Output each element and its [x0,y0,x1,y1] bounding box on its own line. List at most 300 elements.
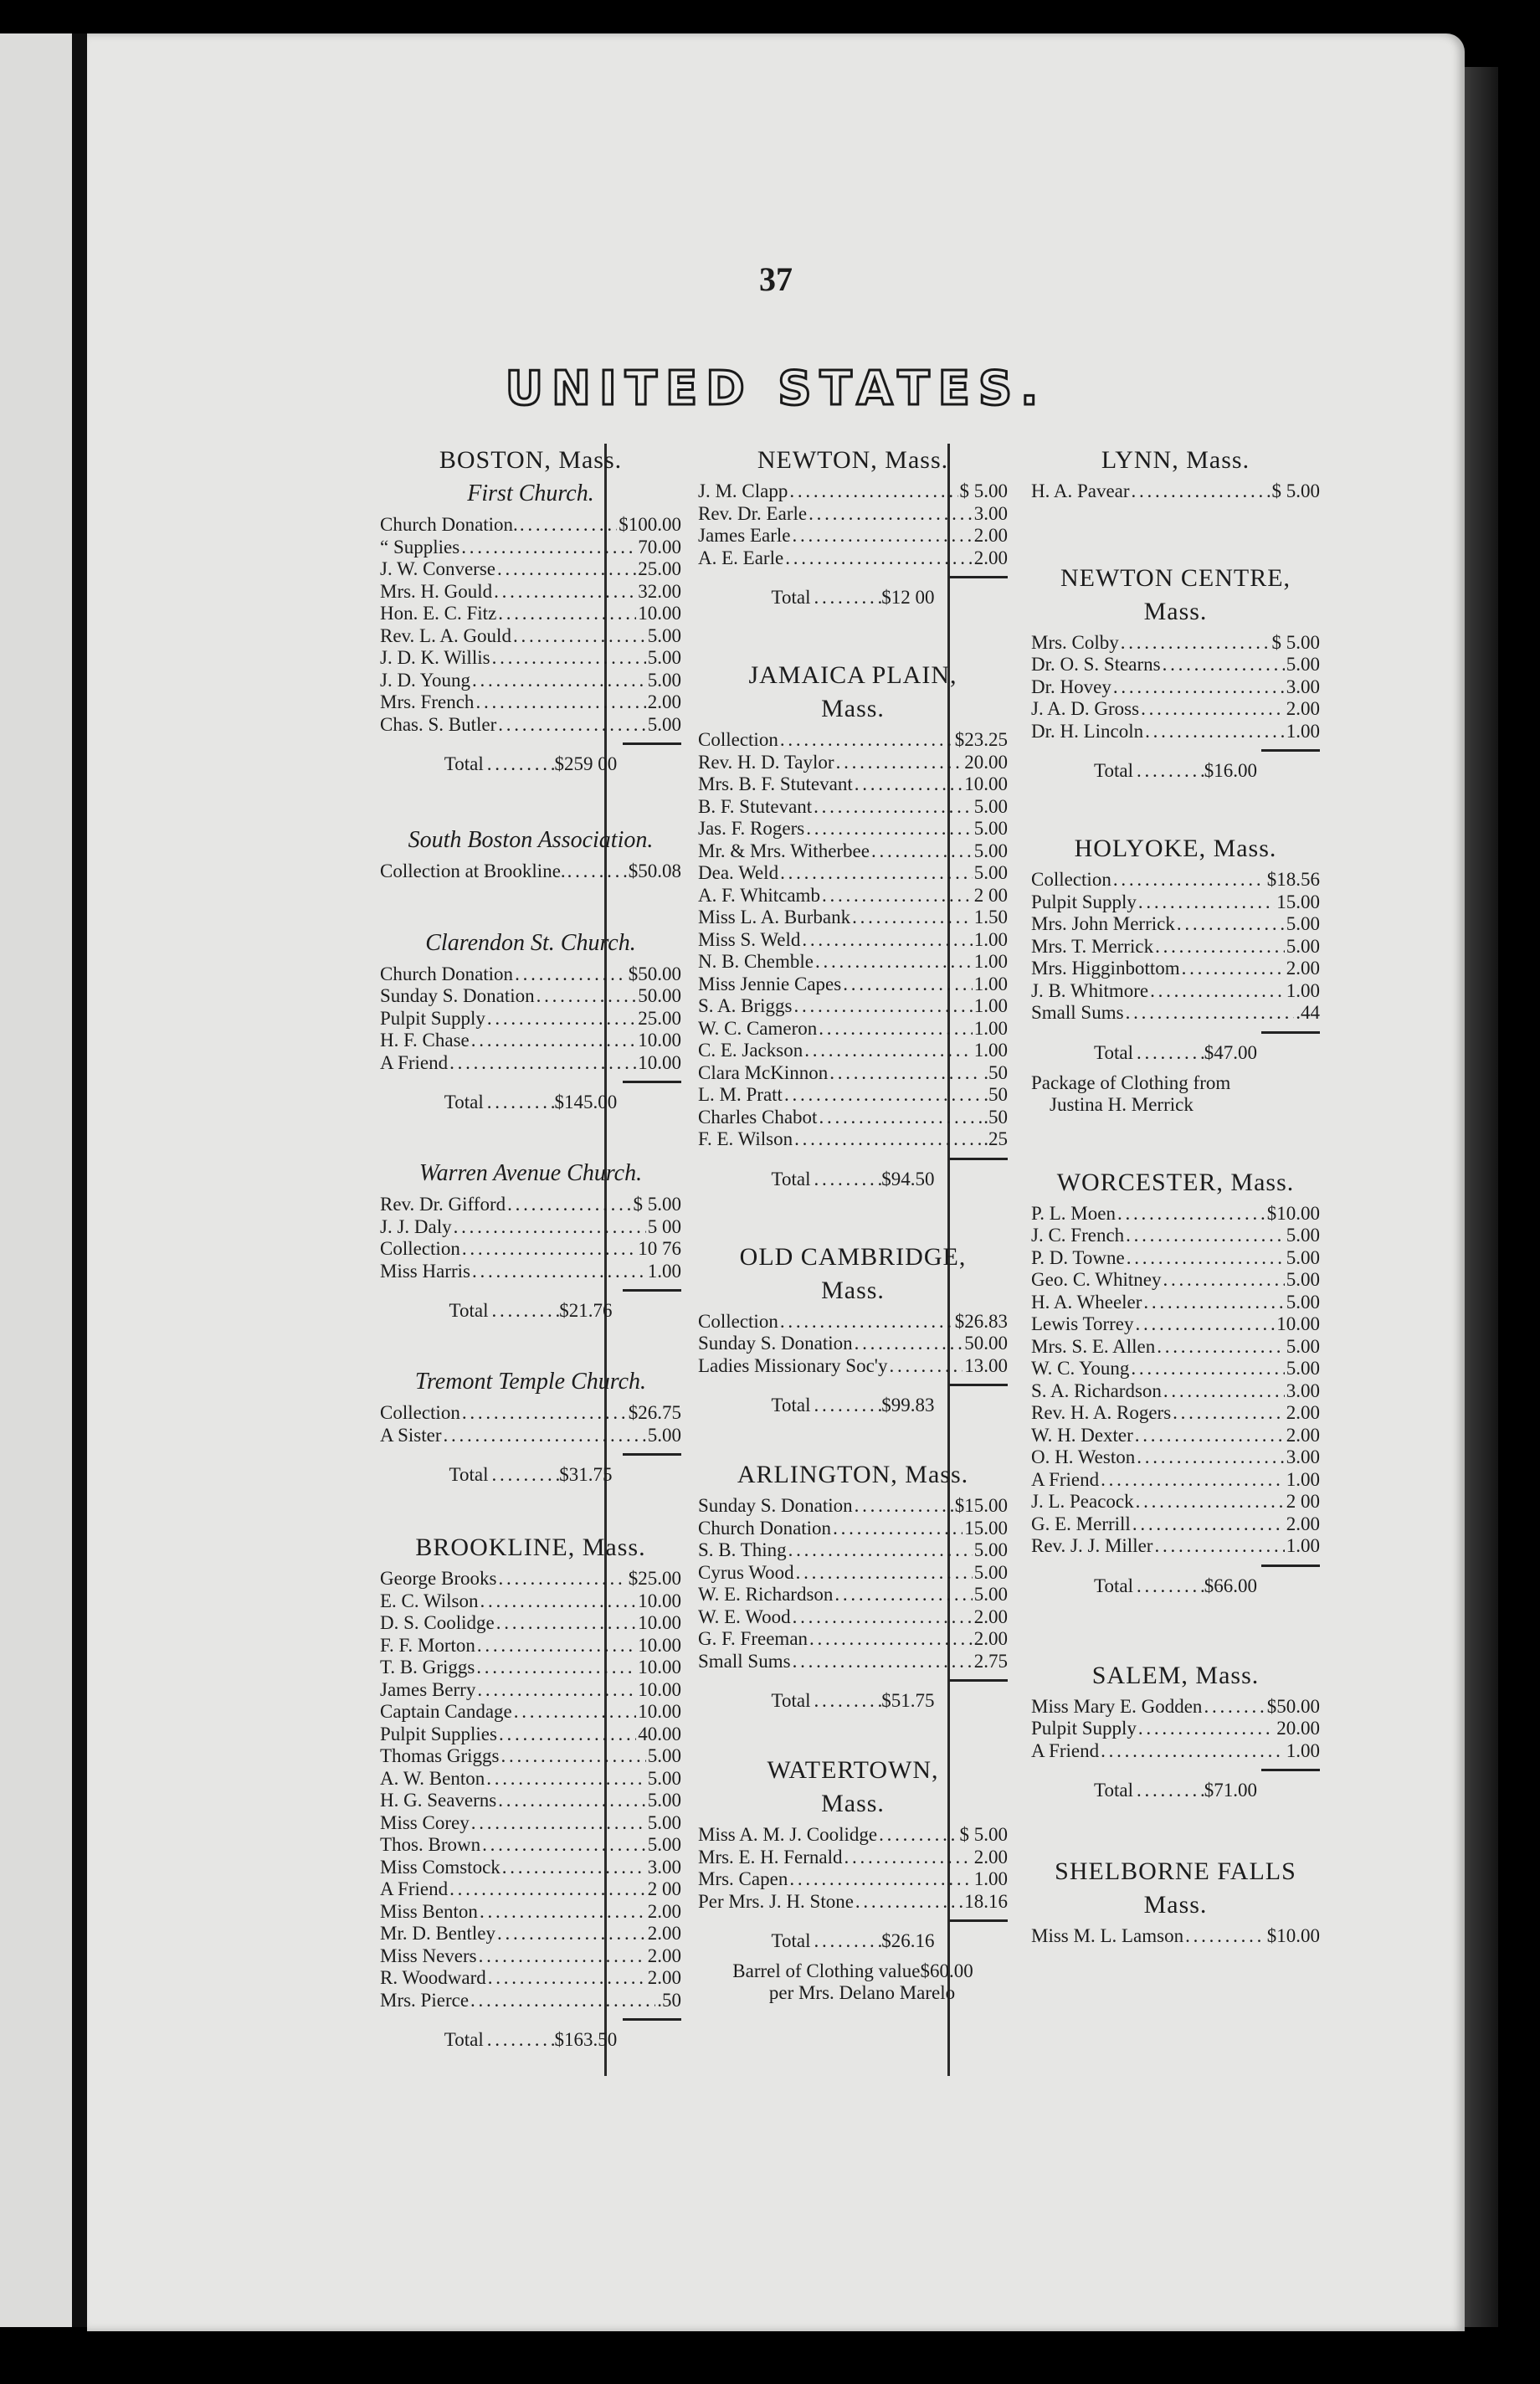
leader-dots [1154,1535,1284,1558]
donation-amount: 2 00 [1286,1491,1320,1512]
donor-row [1031,1469,1320,1492]
donor-row [1031,1225,1320,1247]
donation-amount: 1.00 [973,973,1008,994]
total-rule [1261,749,1320,752]
donor-name: N. B. Chemble [698,951,814,972]
donation-amount: .25 [983,1128,1008,1149]
leader-dots [814,1687,881,1715]
donation-amount: 5.00 [647,713,681,735]
leader-dots [1137,1039,1204,1067]
leader-dots [1117,1203,1265,1225]
donor-name: Rev. J. J. Miller [1031,1535,1153,1556]
donor-name: Mrs. B. F. Stutevant [698,773,853,794]
total-amount: $99.83 [881,1395,935,1416]
donor-list [1031,632,1320,743]
donor-row [1031,1718,1320,1740]
donor-name: Small Sums [698,1650,791,1672]
leader-dots [814,1391,881,1420]
total-label: Total [771,1168,811,1189]
donation-amount: 5.00 [973,795,1008,817]
donation-amount: 5.00 [647,624,681,646]
donor-name: Mrs. Colby [1031,631,1119,653]
donation-amount: 5.00 [1286,1291,1320,1313]
leader-dots [1137,1572,1204,1600]
donor-row [1031,480,1320,503]
leader-dots [1182,958,1285,980]
donor-name: Miss Jennie Capes [698,973,842,994]
group-subheading: South Boston Association. [408,827,654,853]
total-label: Total [771,1930,811,1951]
donation-amount: 2.00 [1286,1402,1320,1423]
book-spine [72,33,87,2327]
total-amount: $71.00 [1204,1780,1257,1801]
donation-amount: 25.00 [638,558,681,579]
donation-amount: 1.00 [1286,1739,1320,1761]
donor-name: Miss L. A. Burbank [698,907,851,927]
section-heading: SALEM, Mass. [1091,1661,1260,1689]
donation-amount: 1.00 [1286,1535,1320,1556]
leader-dots [1177,913,1285,936]
donation-amount: 1.00 [1286,1468,1320,1490]
donor-name: J. A. D. Gross [1031,698,1140,719]
donation-amount: 5.00 [647,1745,681,1766]
donor-name: Charles Chabot [698,1106,818,1128]
leader-dots [1137,1446,1285,1469]
donor-name: Cyrus Wood [698,1561,794,1583]
donation-amount: $ 5.00 [1271,480,1320,501]
donor-name: Collection at Brookline. [380,861,566,881]
donation-amount: $50.00 [1266,1695,1320,1717]
donation-amount: 50.00 [638,985,681,1006]
donor-name: Collection [698,1310,778,1332]
leader-dots [1137,1776,1204,1805]
donation-amount: 10.00 [638,1051,681,1073]
donation-amount: $26.75 [628,1402,681,1423]
donation-amount: $ 5.00 [959,480,1008,501]
section-heading: WORCESTER, Mass. [1056,1168,1295,1196]
donation-amount: 20.00 [1276,1718,1320,1739]
donation-amount: 2.00 [1286,698,1320,719]
donation-amount: 1.00 [1286,720,1320,742]
donor-name: Miss Harris [380,1260,470,1282]
leader-dots [1121,632,1270,655]
donor-row [1031,913,1320,936]
donor-name: A. W. Benton [380,1767,485,1789]
total-row [380,2026,681,2054]
donation-amount: .50 [983,1106,1008,1128]
donor-name: Mrs. H. Gould [380,580,493,602]
leader-dots [1101,1740,1285,1763]
leader-dots [1137,757,1204,785]
total-row [1031,1039,1320,1067]
donation-amount: 5.00 [1286,1246,1320,1268]
donor-name: Miss Nevers [380,1945,477,1966]
donation-amount: 10.00 [638,1657,681,1678]
donation-amount: 2.00 [647,1900,681,1922]
donation-amount: 2.00 [1286,1513,1320,1534]
donor-name: Mrs. E. H. Fernald [698,1846,843,1868]
donor-name: E. C. Wilson [380,1590,479,1611]
donor-name: Pulpit Supply [1031,891,1137,912]
donor-name: A. E. Earle [698,547,784,568]
city-section [931,562,1412,786]
total-amount: $16.00 [1204,760,1257,781]
donation-amount: 2.00 [1286,958,1320,979]
donation-amount: 5.00 [1286,935,1320,957]
donation-amount: $10.00 [1266,1202,1320,1224]
leader-dots [1136,1313,1276,1336]
donor-name: W. C. Cameron [698,1017,818,1039]
leader-dots [491,1461,559,1489]
total-rule [623,2018,681,2021]
donation-amount: 32.00 [638,580,681,602]
leader-dots [1163,1380,1285,1403]
donor-name: Dr. O. S. Stearns [1031,654,1161,675]
donation-amount: $ 5.00 [1271,631,1320,653]
donation-amount: 5.00 [973,840,1008,861]
page-title: UNITED STATES. [505,362,1047,416]
donation-amount: 1.00 [647,1260,681,1282]
donor-name: Miss Benton [380,1900,478,1922]
donor-row [1031,1740,1320,1763]
donation-amount: 5.00 [1286,1358,1320,1379]
facing-page-edge [0,33,80,2327]
donation-amount: .50 [657,1989,681,2011]
donor-list [1031,480,1320,503]
donor-name: Dr. H. Lincoln [1031,720,1144,742]
donor-name: Miss S. Weld [698,928,801,950]
donor-name: Captain Candage [380,1701,512,1722]
donation-amount: 2.00 [647,1967,681,1988]
total-amount: $94.50 [881,1168,935,1189]
leader-dots [814,1927,881,1955]
leader-dots [1138,891,1275,914]
section-heading: NEWTON, Mass. [757,446,949,474]
donation-amount: 1.00 [1286,979,1320,1001]
donor-name: Geo. C. Whitney [1031,1269,1162,1290]
donor-name: P. L. Moen [1031,1202,1116,1224]
group-subheading: Tremont Temple Church. [414,1369,647,1395]
donor-name: Rev. Dr. Earle [698,502,808,524]
leader-dots [1113,869,1265,891]
donor-row [1031,1247,1320,1270]
donor-name: Mrs. Pierce [380,1989,470,2011]
donation-amount: 5.00 [647,1424,681,1446]
donation-amount: 2.00 [647,1923,681,1944]
donor-name: S. B. Thing [698,1539,787,1560]
donor-row [1031,676,1320,699]
city-section [931,444,1412,503]
donation-amount: 2.00 [973,1606,1008,1627]
donor-name: Pulpit Supplies [380,1723,497,1744]
donation-note [1031,1072,1412,1116]
donation-amount: 2.00 [647,691,681,712]
leader-dots [1126,1225,1285,1247]
leader-dots [1113,676,1285,699]
donor-name: A Sister [380,1424,442,1446]
section-heading-state: Mass. [821,695,885,722]
city-section [931,1855,1412,1948]
donation-amount: 1.50 [973,907,1008,927]
total-amount: $47.00 [1204,1041,1257,1063]
donation-amount: 1.00 [973,1040,1008,1061]
donor-list [1031,869,1320,1025]
donor-row [1031,1696,1320,1719]
section-heading: BOSTON, Mass. [439,446,623,474]
donor-name: G. F. Freeman [698,1628,808,1649]
donor-name: Thomas Griggs [380,1745,500,1766]
section-heading: BROOKLINE, Mass. [415,1534,646,1561]
note-line: Barrel of Clothing value$60.00 [732,1960,973,1981]
total-amount: $66.00 [1204,1575,1257,1596]
leader-dots [1185,1925,1265,1948]
donation-amount: 10.00 [638,1678,681,1700]
donor-name: H. G. Seaverns [380,1790,497,1811]
donation-amount: 5.00 [647,1767,681,1789]
donor-name: Rev. H. D. Taylor [698,751,834,773]
donation-amount: 18.16 [964,1890,1008,1912]
leader-dots [780,1311,953,1333]
donation-amount: 5.00 [973,1539,1008,1560]
donor-list [1031,1203,1320,1558]
donation-amount: $26.83 [954,1310,1008,1332]
donation-amount: 2.00 [973,547,1008,568]
leader-dots [1155,936,1285,958]
total-label: Total [444,753,484,774]
donation-amount: 10.00 [964,773,1008,794]
donor-name: Mr. D. Bentley [380,1923,495,1944]
donor-row [1031,1925,1320,1948]
donation-amount: 10.00 [1276,1313,1320,1334]
donation-amount: 3.00 [647,1856,681,1878]
total-rule [1261,1769,1320,1771]
donation-amount: 10 76 [638,1238,681,1259]
donor-name: Small Sums [1031,1002,1124,1023]
donation-amount: 5.00 [647,647,681,668]
total-rule [1261,1564,1320,1567]
city-section [931,1166,1412,1600]
donation-amount: 10.00 [638,603,681,624]
church-group [931,1203,1412,1600]
leader-dots [487,1088,555,1117]
donor-name: H. A. Pavear [1031,480,1130,501]
donation-amount: .50 [983,1061,1008,1083]
donation-amount: 5.00 [1286,654,1320,675]
section-heading: OLD CAMBRIDGE, [739,1242,967,1271]
donation-amount: $100.00 [619,514,681,535]
donor-name: Rev. L. A. Gould [380,624,511,646]
donation-amount: 50.00 [964,1333,1008,1354]
section-heading-state: Mass. [1143,597,1208,625]
donor-row [1031,1402,1320,1425]
donor-name: Ladies Missionary Soc'y [698,1354,888,1376]
donation-amount: 40.00 [638,1723,681,1744]
donor-row [1031,891,1320,914]
donor-row [1031,698,1320,721]
donor-row [1031,1203,1320,1225]
donor-list [1031,1696,1320,1763]
donor-list [1031,1925,1320,1948]
donation-amount: 2.00 [973,525,1008,546]
donor-row [1031,1446,1320,1469]
donor-name: J. B. Whitmore [1031,979,1149,1001]
total-amount: $31.75 [559,1464,613,1485]
donation-amount: 2 00 [647,1878,681,1899]
donation-amount: $18.56 [1266,869,1320,890]
group-subheading: Warren Avenue Church. [418,1160,643,1186]
leader-dots [814,1165,881,1194]
donor-row [1031,980,1320,1003]
donation-amount: 5.00 [1286,1269,1320,1290]
donor-name: Dr. Hovey [1031,676,1111,697]
donor-row [1031,654,1320,676]
donation-amount: $25.00 [628,1568,681,1589]
donor-name: F. E. Wilson [698,1128,793,1149]
donor-name: W. E. Richardson [698,1584,834,1605]
donation-amount: 15.00 [964,1517,1008,1539]
donor-row [1031,936,1320,958]
donation-amount: 5.00 [647,669,681,691]
donor-name: Mr. & Mrs. Witherbee [698,840,870,861]
note-line: per Mrs. Delano Marelo [768,1982,956,2003]
donor-row [1031,1358,1320,1380]
donation-amount: $15.00 [954,1495,1008,1516]
page-number: 37 [759,260,793,298]
donor-name: Clara McKinnon [698,1061,829,1083]
donation-amount: 10.00 [638,1590,681,1611]
donor-name: Church Donation. [380,514,518,535]
note-line: Package of Clothing from [1031,1071,1231,1093]
donor-name: W. H. Dexter [1031,1424,1133,1446]
total-amount: $21.76 [559,1300,613,1321]
leader-dots [1173,1402,1285,1425]
leader-dots [1101,1469,1285,1492]
donor-name: Miss M. L. Lamson [1031,1925,1184,1946]
leader-dots [1131,1358,1284,1380]
section-heading-state: Mass. [1143,1891,1208,1919]
donor-name: P. D. Towne [1031,1246,1125,1268]
donation-amount: 3.00 [1286,676,1320,697]
donor-name: Lewis Torrey [1031,1313,1134,1334]
leader-dots [491,1297,559,1325]
donor-name: Church Donation [380,963,514,984]
total-label: Total [771,1690,811,1711]
donor-row [1031,1292,1320,1314]
total-label: Total [1094,1780,1133,1801]
donor-name: H. F. Chase [380,1030,470,1051]
section-heading: NEWTON CENTRE, [1060,563,1291,592]
total-label: Total [444,2029,484,2050]
donor-row [1031,1513,1320,1536]
page-stack-edge [1465,67,1498,2327]
donation-amount: 10.00 [638,1030,681,1051]
donation-amount: $10.00 [1266,1925,1320,1946]
donation-amount: 10.00 [638,1634,681,1656]
leader-dots [1132,1513,1285,1536]
leader-dots [1138,1718,1275,1740]
total-row [1031,1776,1320,1805]
total-amount: $26.16 [881,1930,935,1951]
donor-name: H. A. Wheeler [1031,1291,1142,1313]
leader-dots [520,514,617,537]
donation-amount: 5.00 [647,1834,681,1855]
donor-name: Mrs. S. E. Allen [1031,1335,1156,1357]
total-label: Total [1094,760,1133,781]
church-group [931,1696,1412,1806]
donor-name: Mrs. T. Merrick [1031,935,1154,957]
donor-name: J. D. Young [380,669,471,691]
city-section [931,1659,1412,1806]
donor-row [1031,958,1320,980]
donor-name: Miss A. M. J. Coolidge [698,1824,878,1845]
donation-amount: $50.00 [628,963,681,984]
donor-name: Mrs. French [380,691,475,712]
donation-amount: 10.00 [638,1701,681,1722]
donor-name: Collection [380,1402,460,1423]
donor-name: Miss Corey [380,1811,470,1833]
donor-name: J. D. K. Willis [380,647,490,668]
total-label: Total [444,1092,484,1112]
donor-name: C. E. Jackson [698,1040,803,1061]
donation-amount: 15.00 [1276,891,1320,912]
donor-name: “ Supplies [380,536,460,557]
donor-row [1031,1380,1320,1403]
donation-amount: 5.00 [973,1584,1008,1605]
leader-dots [1126,1002,1295,1025]
donor-row [1031,1313,1320,1336]
donation-amount: .50 [983,1084,1008,1105]
section-heading: JAMAICA PLAIN, [748,661,957,689]
donation-amount: 5 00 [647,1215,681,1237]
group-subheading: Clarendon St. Church. [425,929,636,956]
donation-amount: 2.00 [647,1945,681,1966]
donor-name: Miss Mary E. Godden [1031,1695,1203,1717]
donor-row [1031,721,1320,743]
donor-name: Church Donation [698,1517,832,1539]
donation-amount: 3.00 [973,502,1008,524]
donor-name: James Berry [380,1678,476,1700]
donor-name: S. A. Richardson [1031,1380,1162,1401]
donor-name: J. C. French [1031,1225,1125,1246]
donor-name: Jas. F. Rogers [698,818,805,839]
donation-amount: 5.00 [1286,1335,1320,1357]
donor-name: Miss Comstock [380,1856,501,1878]
total-label: Total [771,587,811,608]
donor-name: L. M. Pratt [698,1084,783,1105]
donor-row [1031,1336,1320,1359]
donor-name: W. E. Wood [698,1606,791,1627]
donor-name: A Friend [1031,1739,1100,1761]
donor-name: O. H. Weston [1031,1446,1136,1467]
total-rule [1261,1031,1320,1034]
leader-dots [780,729,953,752]
donor-name: A Friend [380,1878,449,1899]
column-3 [931,444,1412,1948]
section-heading: LYNN, Mass. [1101,446,1250,474]
donation-amount: 5.00 [973,1561,1008,1583]
leader-dots [1132,480,1270,503]
donor-name: Mrs. John Merrick [1031,913,1175,934]
note-line: Justina H. Merrick [1050,1093,1194,1115]
donation-amount: 13.00 [964,1354,1008,1376]
leader-dots [1141,698,1285,721]
donation-amount: 2.00 [973,1628,1008,1649]
donor-name: J. M. Clapp [698,480,788,501]
donation-amount: 70.00 [638,536,681,557]
donor-name: D. S. Coolidge [380,1612,495,1633]
donor-name: W. C. Young [1031,1358,1130,1379]
donor-name: B. F. Stutevant [698,795,813,817]
